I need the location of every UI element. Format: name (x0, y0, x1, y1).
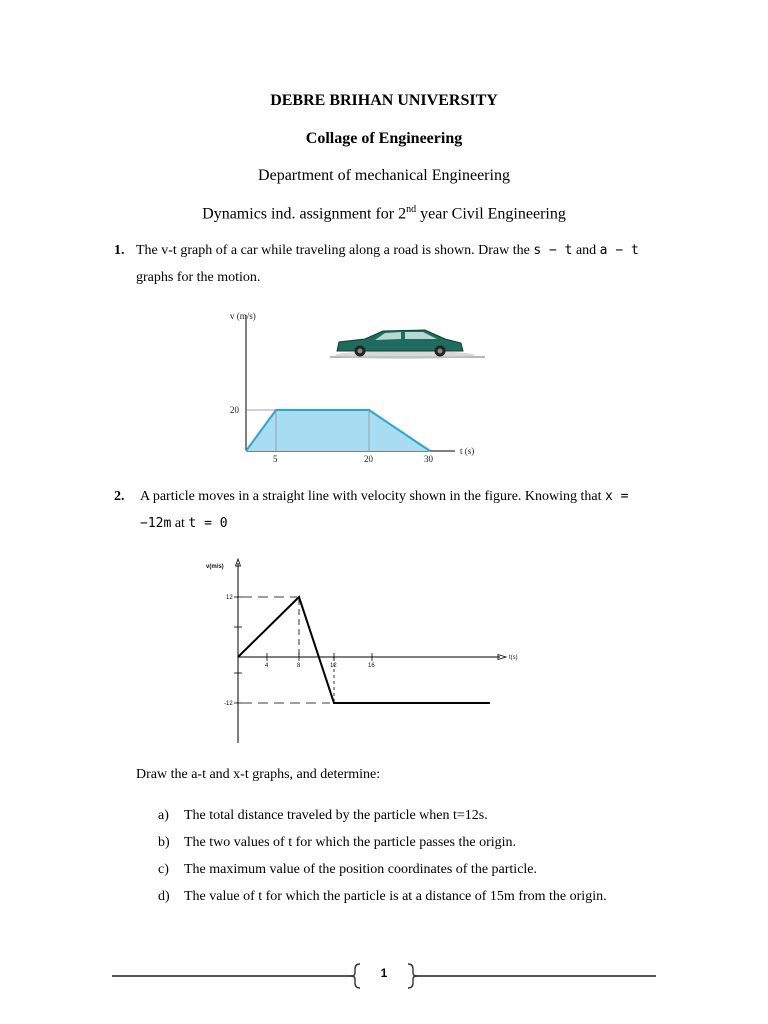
q2-text-a: A particle moves in a straight line with velocity shown in the figure. Knowing that (140, 489, 606, 504)
assignment-suffix: year Civil Engineering (416, 205, 566, 223)
assignment-title (0, 204, 768, 223)
car-icon (330, 330, 485, 359)
q2-item-b (158, 833, 516, 853)
q1-x-tick-20: 20 (364, 454, 373, 464)
q2-text-b (140, 514, 228, 534)
q2-y-tick-12: 12 (226, 595, 233, 601)
q1-text-b: graphs for the motion. (136, 270, 261, 285)
q2-item-c-label: c) (158, 862, 169, 877)
page-number: 1 (380, 966, 388, 980)
assignment-prefix: Dynamics ind. assignment for 2 (202, 205, 407, 223)
q1-t-label: t (s) (460, 446, 475, 456)
q1-text (136, 241, 676, 261)
q1-math-s-t: s − t (533, 243, 573, 258)
footer-line-right (414, 975, 656, 977)
q2-item-d (158, 887, 607, 907)
q2-item-a-label: a) (158, 808, 169, 823)
q2-item-d-label: d) (158, 889, 170, 904)
department-title: Department of mechanical Engineering (258, 167, 510, 184)
q2-text (140, 487, 680, 507)
q2-x-tick-4: 4 (265, 663, 269, 669)
q2-math-t0: t = 0 (188, 516, 228, 531)
q2-x-tick-12: 12 (330, 663, 337, 669)
q1-x-tick-5: 5 (273, 454, 278, 464)
q1-text-a: The v-t graph of a car while traveling along a road is shown. Draw the (136, 243, 534, 258)
q2-vt-figure (200, 555, 530, 750)
q2-item-c (158, 860, 537, 880)
q2-item-d-text: The value of t for which the particle is at a distance of 15m from the origin. (184, 889, 607, 904)
q2-item-c-text: The maximum value of the position coordinates of the particle. (184, 862, 538, 877)
q2-item-b-label: b) (158, 835, 170, 850)
q1-area (246, 410, 430, 451)
q2-number: 2. (114, 489, 125, 504)
q2-y-tick-neg12: -12 (224, 701, 233, 707)
assignment-sup: nd (406, 204, 417, 215)
q2-velocity-line (238, 597, 490, 703)
q1-v-label: v (m/s) (230, 311, 256, 321)
q1-and: and (572, 243, 600, 258)
college-title: Collage of Engineering (305, 130, 463, 147)
footer-line-left (112, 975, 352, 977)
q2-item-a (158, 806, 488, 826)
q2-item-b-text: The two values of t for which the particle passes the origin. (184, 835, 517, 850)
university-title: DEBRE BRIHAN UNIVERSITY (270, 92, 498, 109)
q1-math-a-t: a − t (599, 243, 639, 258)
q2-x-tick-16: 16 (368, 663, 375, 669)
q2-math-12m: −12m (140, 516, 172, 531)
q2-at: at (171, 516, 189, 531)
q2-t-label: t(s) (509, 655, 518, 661)
q1-x-tick-30: 30 (424, 454, 433, 464)
q1-vt-figure (225, 305, 490, 465)
q1-number: 1. (114, 243, 125, 258)
q2-item-a-text: The total distance traveled by the particle when t=12s. (184, 808, 488, 823)
q2-math-x: x = (605, 489, 629, 504)
q1-y-tick-20: 20 (230, 405, 239, 415)
q2-v-label: v(m/s) (206, 564, 224, 570)
q2-x-tick-8: 8 (297, 663, 301, 669)
q2-instruction: Draw the a-t and x-t graphs, and determine: (136, 767, 381, 782)
